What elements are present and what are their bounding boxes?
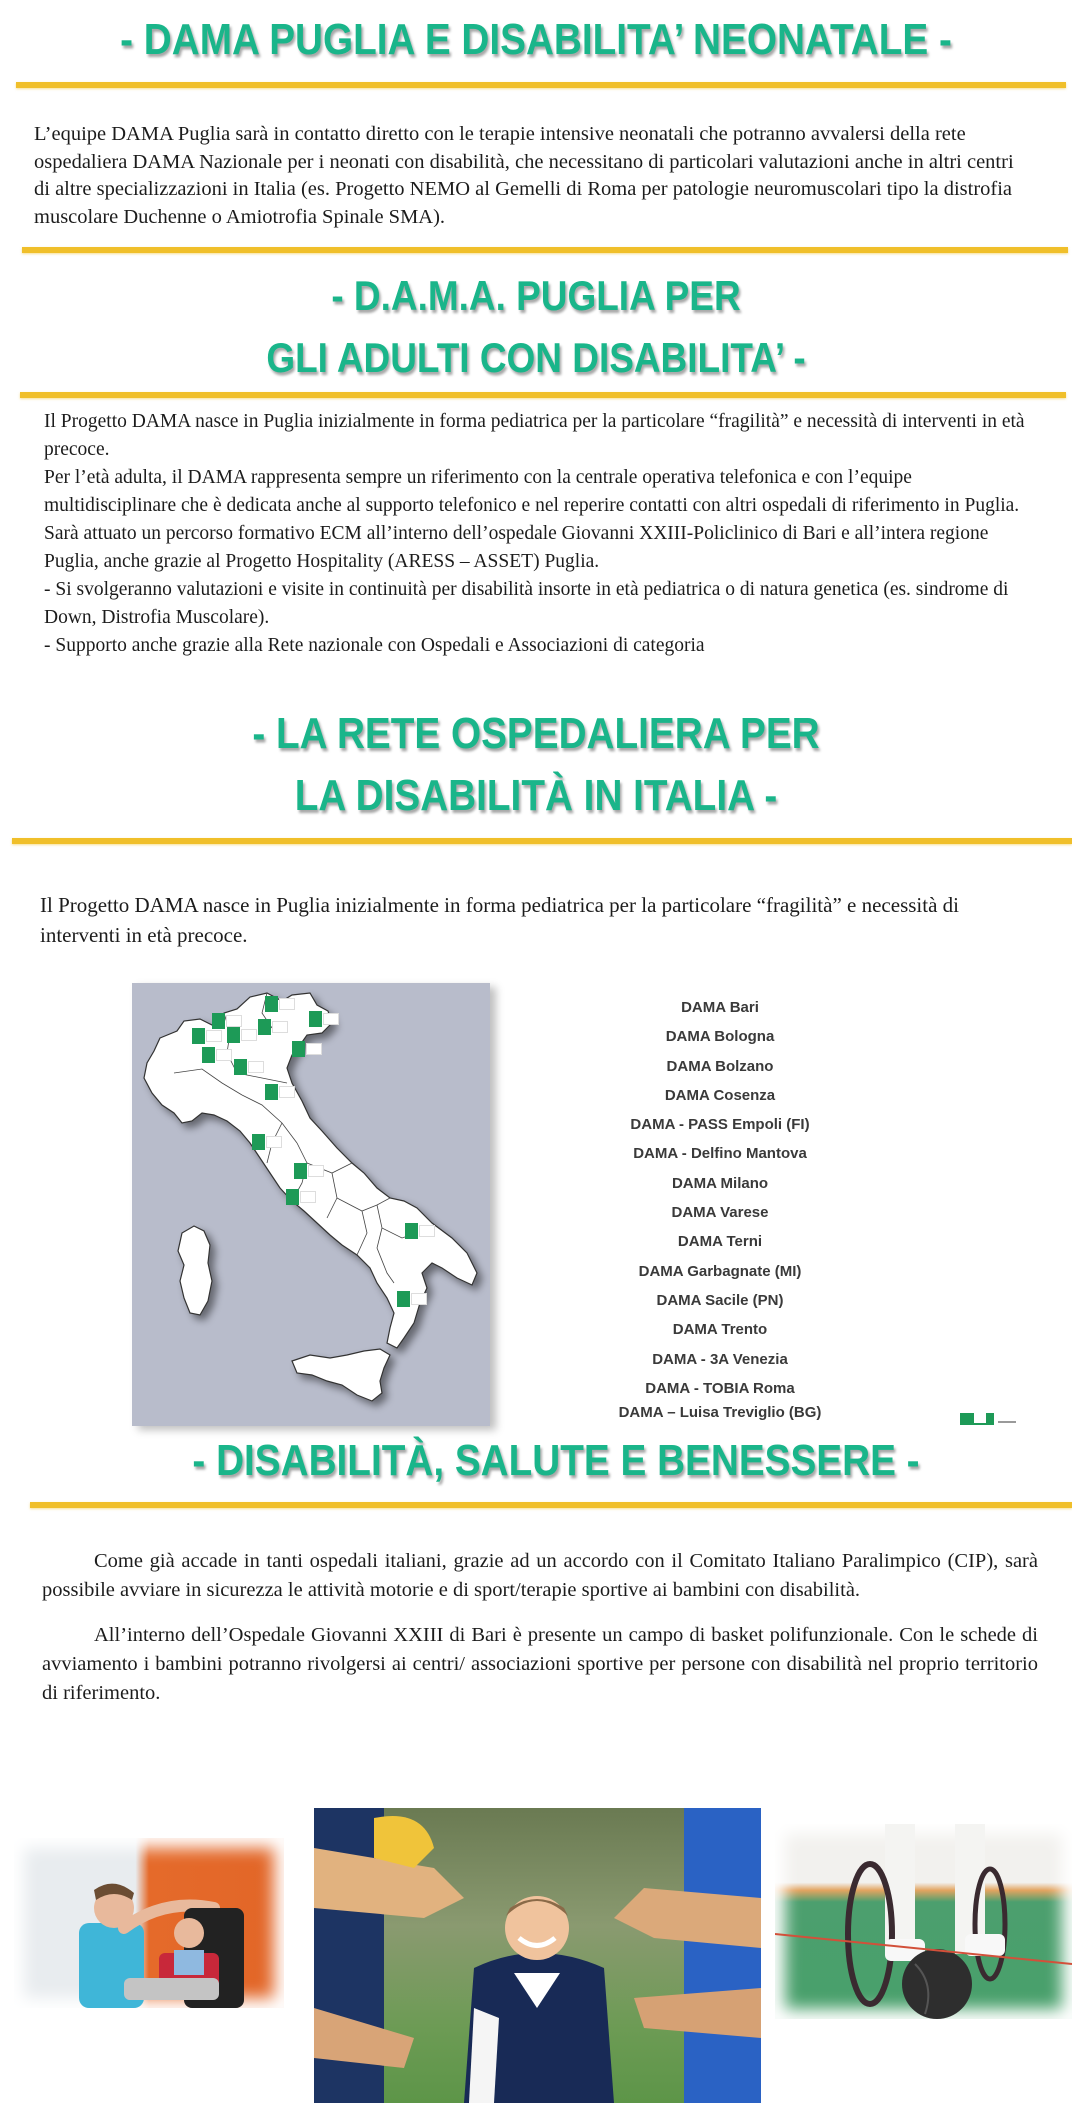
neonatale-paragraph xyxy=(34,121,1024,231)
map-marker-icon xyxy=(405,1223,427,1241)
map-marker-icon xyxy=(265,1084,287,1102)
divider xyxy=(30,1502,1072,1508)
rete-paragraph xyxy=(40,890,1030,950)
map-marker-icon xyxy=(265,996,287,1014)
dama-logo-icon xyxy=(960,1413,1020,1427)
photo-wheelchair-basketball xyxy=(775,1824,1072,2019)
center-item: DAMA Varese xyxy=(671,1204,769,1222)
map-marker-icon xyxy=(292,1041,314,1059)
divider xyxy=(12,838,1072,844)
adulti-text-1: Il Progetto DAMA nasce in Puglia inizialmente in forma pediatrica per la particolare “fragilità” e necessità di interventi in età precoce. xyxy=(44,411,1025,460)
center-item: DAMA Bologna xyxy=(665,1028,775,1046)
center-item: DAMA – Luisa Treviglio (BG) xyxy=(618,1404,822,1422)
section-title-adulti-line1: - D.A.M.A. PUGLIA PER xyxy=(331,272,741,319)
neonatale-text: L’equipe DAMA Puglia sarà in contatto diretto con le terapie intensive neonatali che potranno avvalersi della rete ospedaliera DAMA Nazionale per i neonati con disabilità, che necessitano di particolari valutazioni anche in altri centri di altre specializzazioni in Italia (es. Progetto NEMO al Gemelli di Roma per patologie neuromuscolari tipo la distrofia muscolare Duchenne o Amiotrofia Spinale SMA). xyxy=(34,123,1014,228)
benessere-text-1: Come già accade in tanti ospedali italiani, grazie ad un accordo con il Comitato Italiano Paralimpico (CIP), sarà possibile avviare in sicurezza le attività motorie e di sport/terapie sportive ai bambini con disabilità. xyxy=(42,1550,1038,1601)
photo-child-rugby xyxy=(314,1808,761,2103)
center-item: DAMA Garbagnate (MI) xyxy=(638,1262,802,1280)
center-item: DAMA - TOBIA Roma xyxy=(645,1379,795,1397)
divider xyxy=(22,247,1068,253)
map-marker-icon xyxy=(309,1011,331,1029)
center-item: DAMA Cosenza xyxy=(664,1086,776,1104)
benessere-paragraphs xyxy=(42,1547,1038,1708)
divider xyxy=(16,82,1066,88)
center-item: DAMA Sacile (PN) xyxy=(656,1291,784,1309)
section-title-adulti-line2: GLI ADULTI CON DISABILITA’ - xyxy=(266,334,806,381)
map-marker-icon xyxy=(227,1027,249,1045)
adulti-text-3: Sarà attuato un percorso formativo ECM all’interno dell’ospedale Giovanni XXIII-Policlinico di Bari e all’intera regione Puglia, anche grazie al Progetto Hospitality (ARESS – ASSET) Puglia. xyxy=(44,523,989,572)
map-marker-icon xyxy=(192,1028,214,1046)
center-item: DAMA - Delfino Mantova xyxy=(633,1145,807,1163)
section-title-benessere: - DISABILITÀ, SALUTE E BENESSERE - xyxy=(192,1436,920,1485)
center-item: DAMA Bolzano xyxy=(666,1057,774,1075)
map-marker-icon xyxy=(286,1189,308,1207)
map-marker-icon xyxy=(202,1047,224,1065)
center-item: DAMA Terni xyxy=(677,1233,763,1251)
adulti-text-4: - Si svolgeranno valutazioni e visite in continuità per disabilità insorte in età pediatrica o di natura genetica (es. sindrome di Down, Distrofia Muscolare). xyxy=(44,579,1009,628)
caregiver-scene xyxy=(14,1838,284,2008)
adulti-paragraphs xyxy=(44,408,1034,660)
dama-centers-list xyxy=(590,993,850,1423)
center-item: DAMA Milano xyxy=(671,1174,769,1192)
center-item: DAMA - 3A Venezia xyxy=(652,1350,788,1368)
adulti-text-2: Per l’età adulta, il DAMA rappresenta sempre un riferimento con la centrale operativa telefonica e con l’equipe multidisciplinare che è dedicata anche al supporto telefonico e nel reperire contatti con altri ospedali di riferimento in Puglia. xyxy=(44,467,1020,516)
map-marker-icon xyxy=(234,1059,256,1077)
section-title-rete-line2: LA DISABILITÀ IN ITALIA - xyxy=(294,771,778,820)
wheelchair-scene xyxy=(775,1824,1072,2019)
rete-text: Il Progetto DAMA nasce in Puglia inizialmente in forma pediatrica per la particolare “fragilità” e necessità di interventi in età precoce. xyxy=(40,893,959,947)
sicily xyxy=(292,1349,390,1401)
italy-map xyxy=(132,983,490,1426)
center-item: DAMA Trento xyxy=(672,1321,768,1339)
map-marker-icon xyxy=(397,1291,419,1309)
divider xyxy=(20,392,1066,398)
photo-caregiver-wheelchair xyxy=(14,1838,284,2008)
map-marker-icon xyxy=(258,1019,280,1037)
map-marker-icon xyxy=(252,1134,274,1152)
section-title-neonatale: - DAMA PUGLIA E DISABILITA’ NEONATALE - xyxy=(120,15,952,64)
rugby-scene xyxy=(314,1808,761,2103)
map-marker-icon xyxy=(294,1163,316,1181)
benessere-text-2: All’interno dell’Ospedale Giovanni XXIII di Bari è presente un campo di basket polifunzionale. Con le schede di avviamento i bambini potranno rivolgersi ai centri/ associazioni sportive per persone con disabilità nel proprio territorio di riferimento. xyxy=(42,1624,1038,1704)
center-item: DAMA Bari xyxy=(681,999,759,1016)
sardinia xyxy=(178,1226,212,1315)
section-title-rete-line1: - LA RETE OSPEDALIERA PER xyxy=(252,709,820,758)
center-item: DAMA - PASS Empoli (FI) xyxy=(630,1116,810,1134)
adulti-text-5: - Supporto anche grazie alla Rete nazionale con Ospedali e Associazioni di categoria xyxy=(44,635,705,656)
